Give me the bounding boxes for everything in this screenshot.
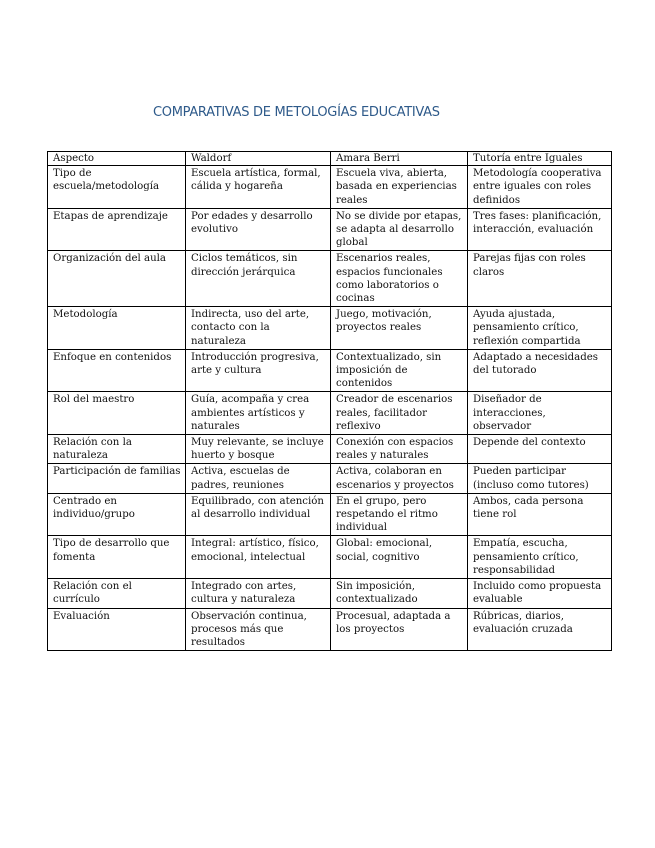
row-tutoria-cell: Ambos, cada persona tiene rol [468, 493, 612, 536]
table-row [48, 208, 612, 251]
row-aspect-cell: Metodología [48, 307, 186, 350]
row-amara-berri-cell: Conexión con espacios reales y naturales [331, 435, 468, 464]
header-cell-tutoria: Tutoría entre Iguales [468, 152, 612, 166]
comparison-table [47, 151, 612, 651]
row-aspect-cell: Tipo de escuela/metodología [48, 166, 186, 209]
row-amara-berri-cell: Juego, motivación, proyectos reales [331, 307, 468, 350]
row-waldorf-cell: Ciclos temáticos, sin dirección jerárquica [186, 251, 331, 307]
table-row [48, 608, 612, 651]
table-row [48, 251, 612, 307]
row-tutoria-cell: Depende del contexto [468, 435, 612, 464]
row-aspect-cell: Enfoque en contenidos [48, 349, 186, 392]
row-amara-berri-cell: En el grupo, pero respetando el ritmo individual [331, 493, 468, 536]
row-aspect-cell: Rol del maestro [48, 392, 186, 435]
row-amara-berri-cell: Global: emocional, social, cognitivo [331, 536, 468, 579]
row-waldorf-cell: Activa, escuelas de padres, reuniones [186, 464, 331, 493]
page-title: COMPARATIVAS DE METOLOGÍAS EDUCATIVAS [153, 105, 440, 120]
row-aspect-cell: Participación de familias [48, 464, 186, 493]
row-waldorf-cell: Muy relevante, se incluye huerto y bosque [186, 435, 331, 464]
row-tutoria-cell: Rúbricas, diarios, evaluación cruzada [468, 608, 612, 651]
header-cell-waldorf: Waldorf [186, 152, 331, 166]
row-waldorf-cell: Guía, acompaña y crea ambientes artísticos y naturales [186, 392, 331, 435]
row-amara-berri-cell: Escenarios reales, espacios funcionales como laboratorios o cocinas [331, 251, 468, 307]
row-aspect-cell: Relación con la naturaleza [48, 435, 186, 464]
row-tutoria-cell: Tres fases: planificación, interacción, evaluación [468, 208, 612, 251]
table-row [48, 464, 612, 493]
row-aspect-cell: Etapas de aprendizaje [48, 208, 186, 251]
row-aspect-cell: Organización del aula [48, 251, 186, 307]
comparison-table-body [48, 152, 612, 651]
row-waldorf-cell: Por edades y desarrollo evolutivo [186, 208, 331, 251]
row-tutoria-cell: Incluido como propuesta evaluable [468, 579, 612, 608]
table-row [48, 493, 612, 536]
table-row [48, 536, 612, 579]
table-row [48, 349, 612, 392]
row-waldorf-cell: Observación continua, procesos más que resultados [186, 608, 331, 651]
table-row [48, 307, 612, 350]
row-tutoria-cell: Metodología cooperativa entre iguales con roles definidos [468, 166, 612, 209]
row-aspect-cell: Relación con el currículo [48, 579, 186, 608]
row-amara-berri-cell: Sin imposición, contextualizado [331, 579, 468, 608]
table-row [48, 166, 612, 209]
row-waldorf-cell: Equilibrado, con atención al desarrollo individual [186, 493, 331, 536]
row-tutoria-cell: Parejas fijas con roles claros [468, 251, 612, 307]
row-amara-berri-cell: No se divide por etapas, se adapta al desarrollo global [331, 208, 468, 251]
row-waldorf-cell: Integral: artístico, físico, emocional, intelectual [186, 536, 331, 579]
row-aspect-cell: Centrado en individuo/grupo [48, 493, 186, 536]
row-tutoria-cell: Empatía, escucha, pensamiento crítico, responsabilidad [468, 536, 612, 579]
table-header-row [48, 152, 612, 166]
row-tutoria-cell: Ayuda ajustada, pensamiento crítico, reflexión compartida [468, 307, 612, 350]
header-cell-aspecto: Aspecto [48, 152, 186, 166]
row-amara-berri-cell: Activa, colaboran en escenarios y proyectos [331, 464, 468, 493]
row-aspect-cell: Tipo de desarrollo que fomenta [48, 536, 186, 579]
row-waldorf-cell: Introducción progresiva, arte y cultura [186, 349, 331, 392]
row-amara-berri-cell: Procesual, adaptada a los proyectos [331, 608, 468, 651]
row-waldorf-cell: Integrado con artes, cultura y naturaleza [186, 579, 331, 608]
table-row [48, 392, 612, 435]
table-row [48, 435, 612, 464]
row-aspect-cell: Evaluación [48, 608, 186, 651]
table-row [48, 579, 612, 608]
row-amara-berri-cell: Escuela viva, abierta, basada en experiencias reales [331, 166, 468, 209]
row-tutoria-cell: Adaptado a necesidades del tutorado [468, 349, 612, 392]
row-tutoria-cell: Diseñador de interacciones, observador [468, 392, 612, 435]
row-amara-berri-cell: Creador de escenarios reales, facilitador reflexivo [331, 392, 468, 435]
row-waldorf-cell: Escuela artística, formal, cálida y hogareña [186, 166, 331, 209]
row-amara-berri-cell: Contextualizado, sin imposición de contenidos [331, 349, 468, 392]
row-waldorf-cell: Indirecta, uso del arte, contacto con la naturaleza [186, 307, 331, 350]
header-cell-amara-berri: Amara Berri [331, 152, 468, 166]
row-tutoria-cell: Pueden participar (incluso como tutores) [468, 464, 612, 493]
